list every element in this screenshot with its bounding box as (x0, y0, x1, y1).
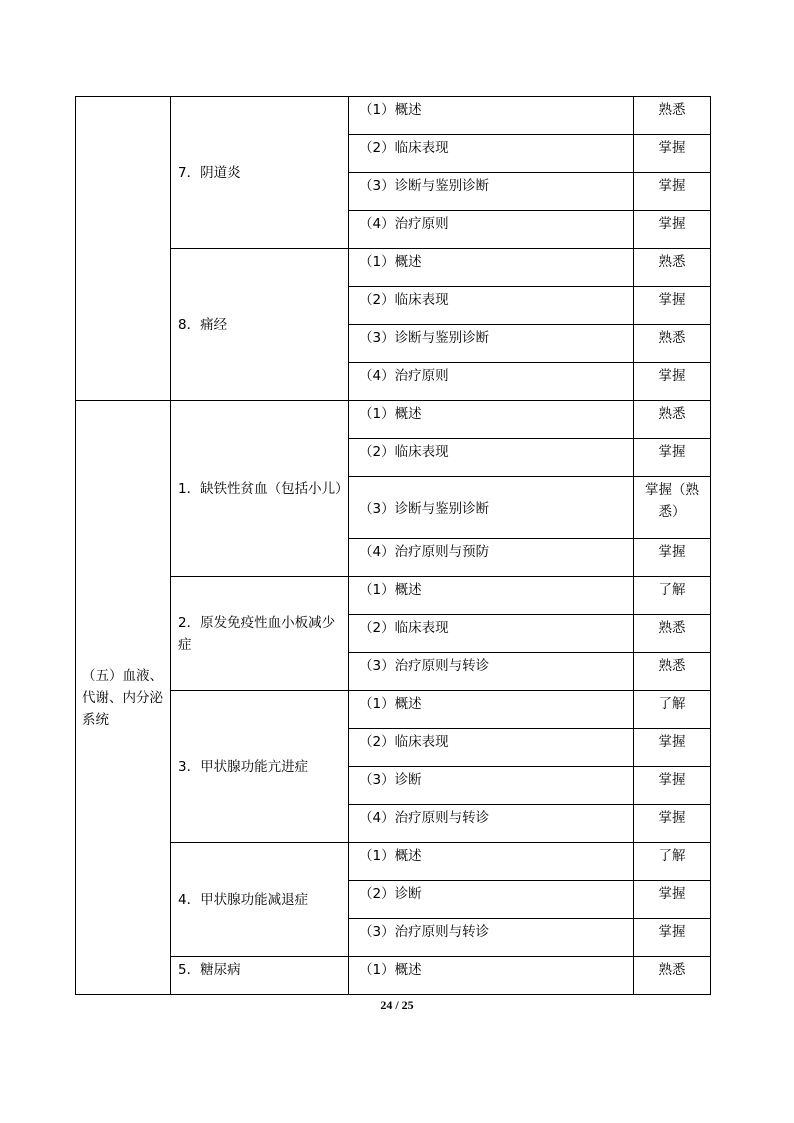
level-cell: 掌握 (634, 173, 711, 211)
level-cell: 掌握 (634, 135, 711, 173)
content-cell: （2）诊断 (349, 881, 634, 919)
level-cell: 熟悉 (634, 653, 711, 691)
level-cell: 熟悉 (634, 97, 711, 135)
table-row (76, 691, 711, 729)
content-cell: （2）临床表现 (349, 439, 634, 477)
content-cell: （1）概述 (349, 843, 634, 881)
content-cell: （3）治疗原则与转诊 (349, 653, 634, 691)
content-cell: （4）治疗原则与转诊 (349, 805, 634, 843)
level-cell: 掌握 (634, 287, 711, 325)
page-number: 24 / 25 (380, 998, 414, 1012)
table-row (76, 249, 711, 287)
topic-cell: 3．甲状腺功能亢进症 (171, 691, 349, 843)
level-cell: 了解 (634, 843, 711, 881)
content-cell: （3）诊断与鉴别诊断 (349, 477, 634, 539)
content-cell: （4）治疗原则与预防 (349, 539, 634, 577)
table-row (76, 577, 711, 615)
content-cell: （3）诊断 (349, 767, 634, 805)
level-cell: 熟悉 (634, 325, 711, 363)
topic-cell: 5．糖尿病 (171, 957, 349, 995)
topic-cell: 7．阴道炎 (171, 97, 349, 249)
table-row (76, 401, 711, 439)
level-cell: 掌握 (634, 439, 711, 477)
level-cell: 掌握 (634, 881, 711, 919)
table-row (76, 843, 711, 881)
content-cell: （1）概述 (349, 249, 634, 287)
level-cell: 掌握 (634, 539, 711, 577)
topic-cell: 8．痛经 (171, 249, 349, 401)
content-cell: （2）临床表现 (349, 615, 634, 653)
content-cell: （1）概述 (349, 957, 634, 995)
content-cell: （1）概述 (349, 401, 634, 439)
topic-cell: 1．缺铁性贫血（包括小儿） (171, 401, 349, 577)
content-cell: （2）临床表现 (349, 287, 634, 325)
content-cell: （3）治疗原则与转诊 (349, 919, 634, 957)
level-cell: 掌握 (634, 919, 711, 957)
topic-cell: 4．甲状腺功能减退症 (171, 843, 349, 957)
topic-cell: 2．原发免疫性血小板减少症 (171, 577, 349, 691)
content-cell: （4）治疗原则 (349, 363, 634, 401)
level-cell: 掌握 (634, 729, 711, 767)
content-cell: （1）概述 (349, 97, 634, 135)
table-row (76, 97, 711, 135)
level-cell: 掌握 (634, 767, 711, 805)
content-cell: （2）临床表现 (349, 729, 634, 767)
content-cell: （4）治疗原则 (349, 211, 634, 249)
level-cell: 熟悉 (634, 401, 711, 439)
level-cell: 了解 (634, 577, 711, 615)
level-cell: 熟悉 (634, 957, 711, 995)
content-cell: （2）临床表现 (349, 135, 634, 173)
level-cell: 熟悉 (634, 615, 711, 653)
table-row (76, 957, 711, 995)
level-cell: 掌握 (634, 211, 711, 249)
level-cell: 了解 (634, 691, 711, 729)
level-cell: 掌握 (634, 363, 711, 401)
content-cell: （1）概述 (349, 691, 634, 729)
syllabus-table (75, 96, 711, 995)
level-cell: 熟悉 (634, 249, 711, 287)
category-cell (76, 97, 171, 401)
category-cell: （五）血液、代谢、内分泌系统 (76, 401, 171, 995)
content-cell: （3）诊断与鉴别诊断 (349, 325, 634, 363)
content-cell: （1）概述 (349, 577, 634, 615)
content-cell: （3）诊断与鉴别诊断 (349, 173, 634, 211)
level-cell: 掌握 (634, 805, 711, 843)
level-cell: 掌握（熟悉） (634, 477, 711, 539)
